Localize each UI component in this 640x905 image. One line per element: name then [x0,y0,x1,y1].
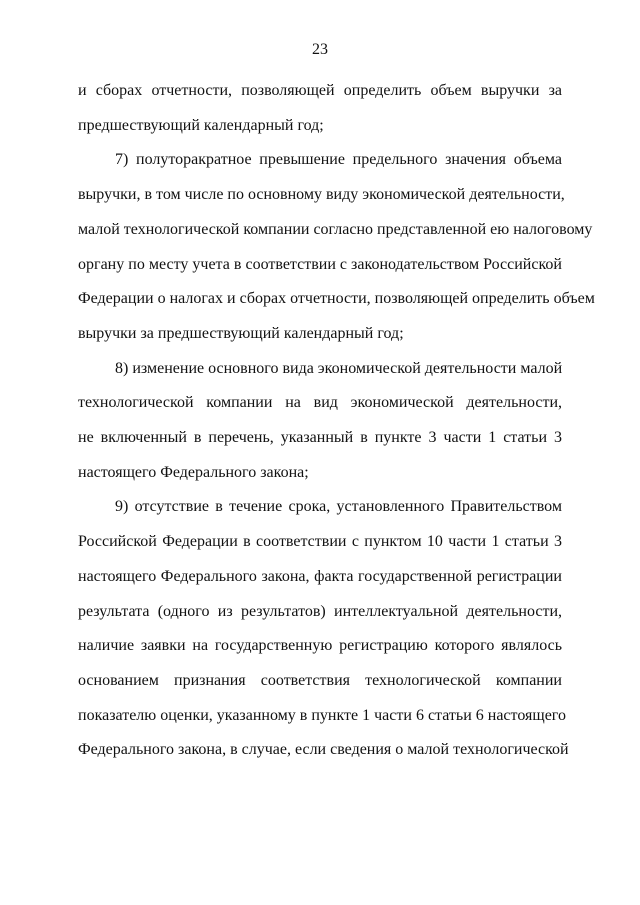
text-line: предшествующий календарный год; [78,116,324,134]
text-line: Федерального закона, в случае, если сведения о малой технологической [78,741,569,759]
text-line: Российской Федерации в соответствии с пунктом 10 части 1 статьи 3 [78,533,562,551]
text-line: наличие заявки на государственную регистрацию которого являлось [78,637,562,655]
page-number: 23 [312,41,328,58]
text-line: 8) изменение основного вида экономической деятельности малой [115,359,563,377]
text-line: органу по месту учета в соответствии с законодательством Российской [78,255,562,273]
text-line: малой технологической компании согласно представленной ею налоговому [78,220,593,238]
text-line: результата (одного из результатов) интеллектуальной деятельности, [78,602,562,620]
text-line: не включенный в перечень, указанный в пункте 3 части 1 статьи 3 [78,429,562,447]
text-line: показателю оценки, указанному в пункте 1 части 6 статьи 6 настоящего [78,706,566,724]
text-line: выручки за предшествующий календарный год; [78,324,404,342]
text-line: настоящего Федерального закона; [78,463,309,481]
text-line: технологической компании на вид экономической деятельности, [78,394,562,412]
text-line: настоящего Федерального закона, факта государственной регистрации [78,567,562,585]
text-line: выручки, в том числе по основному виду экономической деятельности, [78,186,565,204]
text-line: 9) отсутствие в течение срока, установленного Правительством [115,498,562,516]
text-line: Федерации о налогах и сборах отчетности, позволяющей определить объем [78,290,595,308]
document-body [78,74,595,768]
text-line: 7) полуторакратное превышение предельного значения объема [115,151,562,169]
text-line: и сборах отчетности, позволяющей определить объем выручки за [78,82,562,99]
text-line: основанием признания соответствия технологической компании [78,671,562,689]
